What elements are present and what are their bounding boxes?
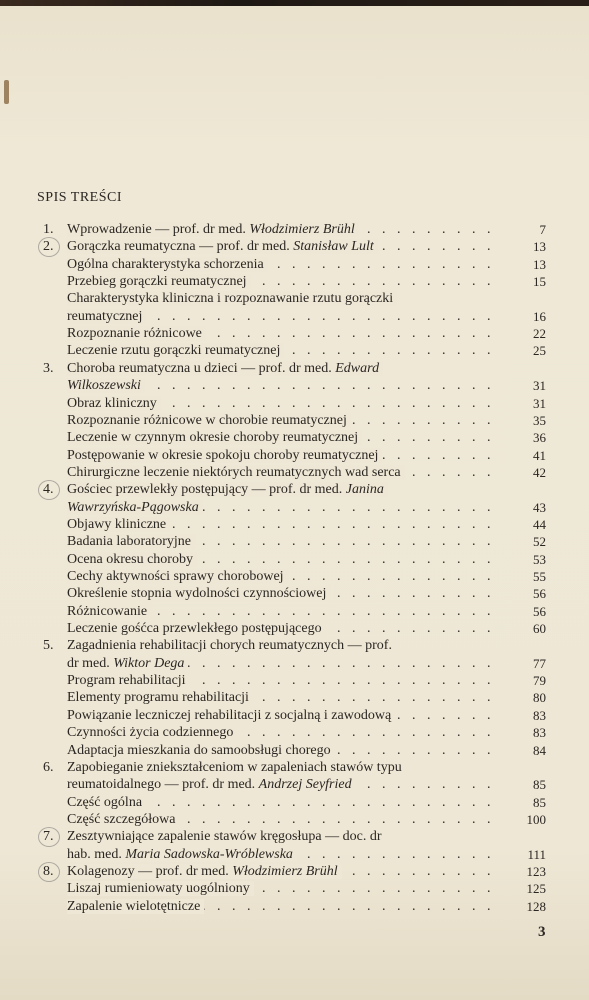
author-name: Stanisław Lult	[293, 239, 374, 254]
toc-entry	[67, 552, 497, 568]
toc-entry	[67, 326, 497, 342]
toc-entry-title: Elementy programu rehabilitacji	[67, 690, 253, 705]
toc-entry-title: Zapobieganie zniekształceniom w zapaleniach stawów typu	[67, 760, 406, 775]
toc-entry-title: Określenie stopnia wydolności czynnościowej	[67, 586, 330, 601]
toc-entry-title: Charakterystyka kliniczna i rozpoznawanie rzutu gorączki	[67, 291, 397, 306]
toc-entry	[67, 343, 497, 359]
entry-page-number: 52	[533, 534, 546, 549]
toc-entry	[67, 743, 497, 759]
entry-number: 2.	[43, 239, 54, 254]
entry-page-number: 36	[533, 430, 546, 445]
toc-entry-title: Powiązanie leczniczej rehabilitacji z socjalną i zawodową	[67, 708, 395, 723]
author-name: Wilkoszewski	[67, 378, 141, 393]
toc-entry	[67, 708, 497, 724]
toc-entry	[67, 239, 497, 255]
toc-entry-title: dr med. Wiktor Dega	[67, 656, 188, 671]
toc-entry	[67, 638, 497, 654]
entry-page-number: 77	[533, 656, 546, 671]
entry-page-number: 15	[533, 274, 546, 289]
toc-entry	[67, 222, 497, 238]
author-name: Edward	[335, 361, 380, 376]
entry-page-number: 83	[533, 708, 546, 723]
toc-entry	[67, 309, 497, 325]
pencil-circle-mark	[38, 237, 60, 257]
toc-entry-title: Badania laboratoryjne	[67, 534, 195, 549]
toc-entry	[67, 413, 497, 429]
toc-entry	[67, 569, 497, 585]
toc-entry	[67, 274, 497, 290]
toc-entry-title: Choroba reumatyczna u dzieci — prof. dr med. Edward	[67, 361, 383, 376]
toc-entry-title: Część szczegółowa	[67, 812, 179, 827]
toc-entry	[67, 448, 497, 464]
toc-entry	[67, 760, 497, 776]
toc-entry	[67, 517, 497, 533]
pencil-circle-mark	[38, 827, 60, 847]
toc-entry	[67, 291, 497, 307]
toc-entry-title: Czynności życia codziennego	[67, 725, 237, 740]
toc-entry	[67, 899, 497, 915]
toc-entry	[67, 500, 497, 516]
entry-page-number: 83	[533, 725, 546, 740]
entry-page-number: 25	[533, 343, 546, 358]
toc-entry-title	[67, 500, 203, 515]
toc-entry	[67, 847, 497, 863]
toc-entry-title: Cechy aktywności sprawy chorobowej	[67, 569, 288, 584]
entry-page-number: 100	[526, 812, 546, 827]
pencil-circle-mark	[38, 862, 60, 882]
toc-entry-title: Ogólna charakterystyka schorzenia	[67, 257, 268, 272]
page-number: 3	[538, 924, 546, 940]
entry-page-number: 35	[533, 413, 546, 428]
entry-number: 5.	[43, 638, 54, 653]
toc-entry-title: Adaptacja mieszkania do samoobsługi chorego	[67, 743, 335, 758]
entry-page-number: 53	[533, 552, 546, 567]
toc-entry-title: Gorączka reumatyczna — prof. dr med. Stanisław Lult	[67, 239, 378, 254]
toc-entry-title: Postępowanie w okresie spokoju choroby reumatycznej	[67, 448, 382, 463]
toc-entry-title: hab. med. Maria Sadowska-Wróblewska	[67, 847, 297, 862]
toc-entry	[67, 534, 497, 550]
toc-entry	[67, 864, 497, 880]
toc-entry	[67, 795, 497, 811]
toc-entry-title: Wprowadzenie — prof. dr med. Włodzimierz Brühl	[67, 222, 359, 237]
toc-entry	[67, 604, 497, 620]
toc-entry	[67, 725, 497, 741]
toc-entry	[67, 586, 497, 602]
entry-number: 4.	[43, 482, 54, 497]
toc-entry	[67, 829, 497, 845]
toc-entry	[67, 430, 497, 446]
entry-page-number: 55	[533, 569, 546, 584]
author-name: Maria Sadowska-Wróblewska	[125, 847, 293, 862]
toc-entry-title: reumatycznej	[67, 309, 146, 324]
entry-page-number: 123	[526, 864, 546, 879]
author-name: Włodzimierz Brühl	[249, 222, 355, 237]
entry-page-number: 42	[533, 465, 546, 480]
toc-entry-title: Obraz kliniczny	[67, 396, 161, 411]
toc-entry-title: Zesztywniające zapalenie stawów kręgosłupa — doc. dr	[67, 829, 386, 844]
entry-page-number: 13	[533, 257, 546, 272]
entry-page-number: 111	[527, 847, 546, 862]
toc-entry-title: Leczenie rzutu gorączki reumatycznej	[67, 343, 284, 358]
toc-entry	[67, 690, 497, 706]
toc-entry-title: Różnicowanie	[67, 604, 151, 619]
toc-entry-title: Leczenie w czynnym okresie choroby reumatycznej	[67, 430, 362, 445]
toc-entry-title: Kolagenozy — prof. dr med. Włodzimierz Brühl	[67, 864, 342, 879]
toc-entry-title: Rozpoznanie różnicowe w chorobie reumatycznej	[67, 413, 351, 428]
toc-entry-title: Objawy kliniczne	[67, 517, 170, 532]
entry-number: 3.	[43, 361, 54, 376]
author-name: Wiktor Dega	[113, 656, 185, 671]
entry-number: 1.	[43, 222, 54, 237]
entry-page-number: 31	[533, 396, 546, 411]
toc-entry-title: Leczenie gośćca przewlekłego postępującego	[67, 621, 326, 636]
toc-entry	[67, 465, 497, 481]
toc-entry	[67, 881, 497, 897]
toc-entry-title: Gościec przewlekły postępujący — prof. dr med. Janina	[67, 482, 388, 497]
entry-number: 8.	[43, 864, 54, 879]
toc-entry	[67, 396, 497, 412]
entry-page-number: 22	[533, 326, 546, 341]
toc-entry	[67, 812, 497, 828]
toc-heading: SPIS TREŚCI	[37, 190, 122, 205]
author-name: Wawrzyńska-Pągowska	[67, 500, 199, 515]
entry-page-number: 128	[526, 899, 546, 914]
author-name: Włodzimierz Brühl	[232, 864, 338, 879]
entry-page-number: 85	[533, 777, 546, 792]
entry-page-number: 125	[526, 881, 546, 896]
pencil-circle-mark	[38, 480, 60, 500]
toc-entry-title: Liszaj rumieniowaty uogólniony	[67, 881, 254, 896]
entry-page-number: 80	[533, 690, 546, 705]
entry-page-number: 13	[533, 239, 546, 254]
toc-entry	[67, 378, 497, 394]
toc-entry	[67, 482, 497, 498]
toc-entry	[67, 257, 497, 273]
entry-page-number: 41	[533, 448, 546, 463]
entry-page-number: 31	[533, 378, 546, 393]
toc-entry-title	[67, 378, 145, 393]
toc-entry-title: Część ogólna	[67, 795, 146, 810]
entry-page-number: 16	[533, 309, 546, 324]
toc-entry	[67, 673, 497, 689]
author-name: Andrzej Seyfried	[258, 777, 352, 792]
toc-entry-title: Ocena okresu choroby	[67, 552, 197, 567]
toc-entry	[67, 777, 497, 793]
entry-number: 7.	[43, 829, 54, 844]
entry-page-number: 43	[533, 500, 546, 515]
toc-entry-title: Program rehabilitacji	[67, 673, 190, 688]
toc-entry	[67, 656, 497, 672]
toc-entry-title: Zagadnienia rehabilitacji chorych reumatycznych — prof.	[67, 638, 396, 653]
entry-page-number: 60	[533, 621, 546, 636]
toc-entry-title: reumatoidalnego — prof. dr med. Andrzej Seyfried	[67, 777, 356, 792]
author-name: Janina	[345, 482, 384, 497]
entry-number: 6.	[43, 760, 54, 775]
entry-page-number: 84	[533, 743, 546, 758]
toc-entry-title: Zapalenie wielotętnicze	[67, 899, 204, 914]
entry-page-number: 7	[539, 222, 546, 237]
entry-page-number: 56	[533, 604, 546, 619]
entry-page-number: 85	[533, 795, 546, 810]
entry-page-number: 79	[533, 673, 546, 688]
toc-entry	[67, 621, 497, 637]
toc-entry	[67, 361, 497, 377]
toc-entry-title: Przebieg gorączki reumatycznej	[67, 274, 251, 289]
toc-entry-title: Chirurgiczne leczenie niektórych reumatycznych wad serca	[67, 465, 405, 480]
toc-entry-title: Rozpoznanie różnicowe	[67, 326, 206, 341]
entry-page-number: 44	[533, 517, 546, 532]
entry-page-number: 56	[533, 586, 546, 601]
